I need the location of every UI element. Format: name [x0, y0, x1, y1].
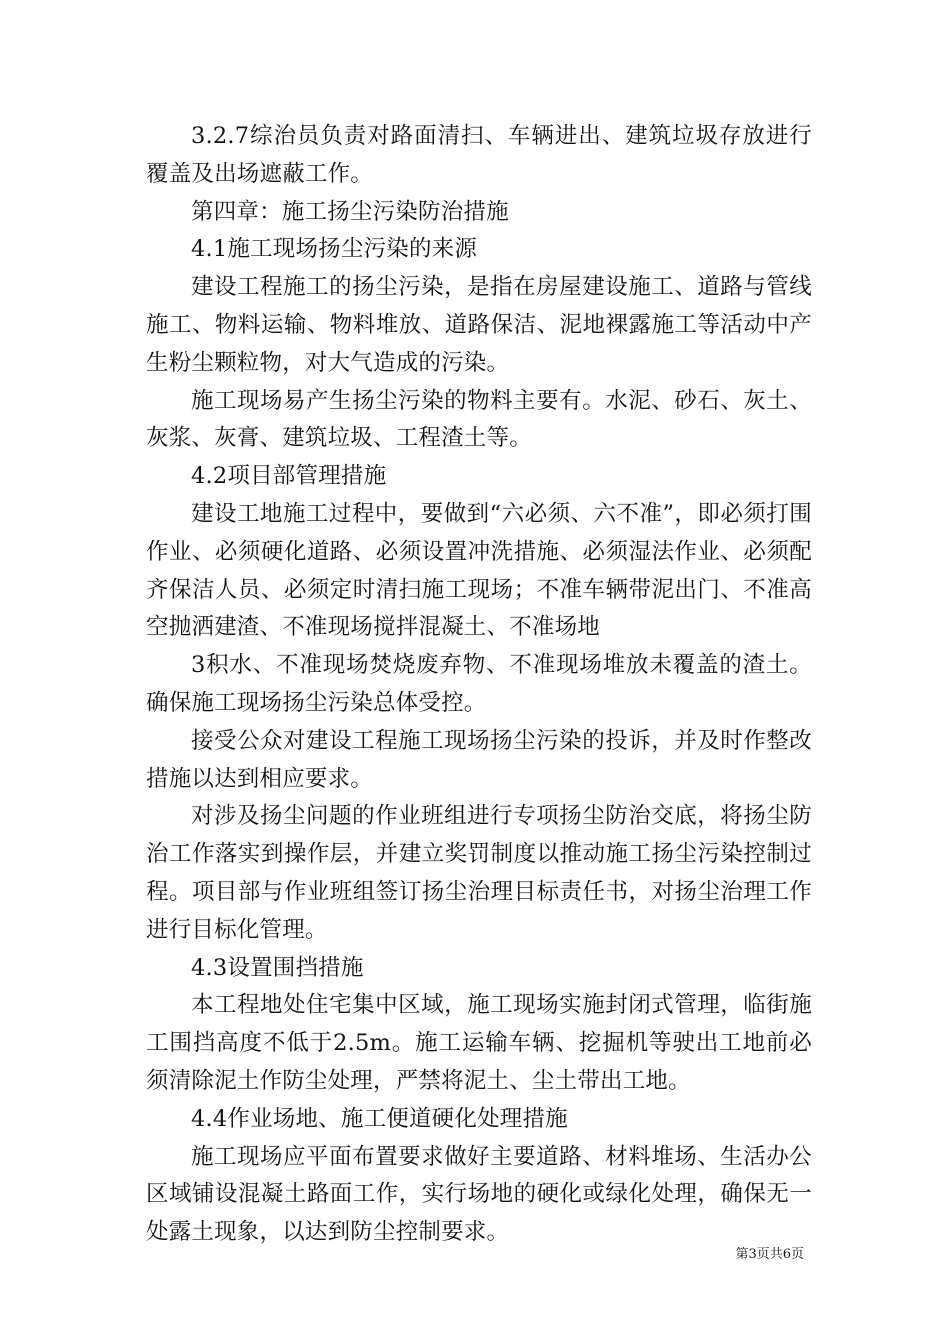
section-heading-4-1: 4.1施工现场扬尘污染的来源 — [191, 236, 478, 263]
paragraph-enclosure: 本工程地处住宅集中区域，施工现场实施封闭式管理，临街施工围挡高度不低于2.5m。施工运输车辆、挖掘机等驶出工地前必须清除泥土作防尘处理，严禁将泥土、尘土带出工地。 — [146, 992, 812, 1094]
page-number: 第3页共6页 — [735, 1247, 804, 1262]
paragraph-team-briefing: 对涉及扬尘问题的作业班组进行专项扬尘防治交底，将扬尘防治工作落实到操作层，并建立奖罚制度以推动施工扬尘污染控制过程。项目部与作业班组签订扬尘治理目标责任书，对扬尘治理工作进行目标化管理。 — [146, 803, 812, 943]
paragraph-hardening: 施工现场应平面布置要求做好主要道路、材料堆场、生活办公区域铺设混凝土路面工作，实行场地的硬化或绿化处理，确保无一处露土现象，以达到防尘控制要求。 — [146, 1143, 812, 1246]
paragraph-dust-definition: 建设工程施工的扬尘污染，是指在房屋建设施工、道路与管线施工、物料运输、物料堆放、道路保洁、泥地裸露施工等活动中产生粉尘颗粒物，对大气造成的污染。 — [146, 274, 812, 376]
paragraph-dust-materials: 施工现场易产生扬尘污染的物料主要有。水泥、砂石、灰土、灰浆、灰膏、建筑垃圾、工程渣土等。 — [146, 387, 812, 452]
chapter-heading: 第四章：施工扬尘污染防治措施 — [191, 198, 509, 225]
paragraph-six-musts: 建设工地施工过程中，要做到“六必须、六不准”，即必须打围作业、必须硬化道路、必须设置冲洗措施、必须湿法作业、必须配齐保洁人员、必须定时清扫施工现场；不准车辆带泥出门、不准高空抛洒建渣、不准现场搅拌混凝土、不准场地 — [146, 500, 812, 641]
paragraph-standing-water: 3积水、不准现场焚烧废弃物、不准现场堆放未覆盖的渣土。确保施工现场扬尘污染总体受控。 — [146, 652, 812, 716]
document-body — [146, 118, 812, 1252]
section-heading-4-2: 4.2项目部管理措施 — [191, 463, 387, 490]
paragraph-public-complaints: 接受公众对建设工程施工现场扬尘污染的投诉，并及时作整改措施以达到相应要求。 — [146, 727, 812, 792]
paragraph-3-2-7: 3.2.7综治员负责对路面清扫、车辆进出、建筑垃圾存放进行覆盖及出场遮蔽工作。 — [146, 123, 812, 187]
section-heading-4-3: 4.3设置围挡措施 — [191, 954, 364, 981]
section-heading-4-4: 4.4作业场地、施工便道硬化处理措施 — [191, 1105, 568, 1132]
